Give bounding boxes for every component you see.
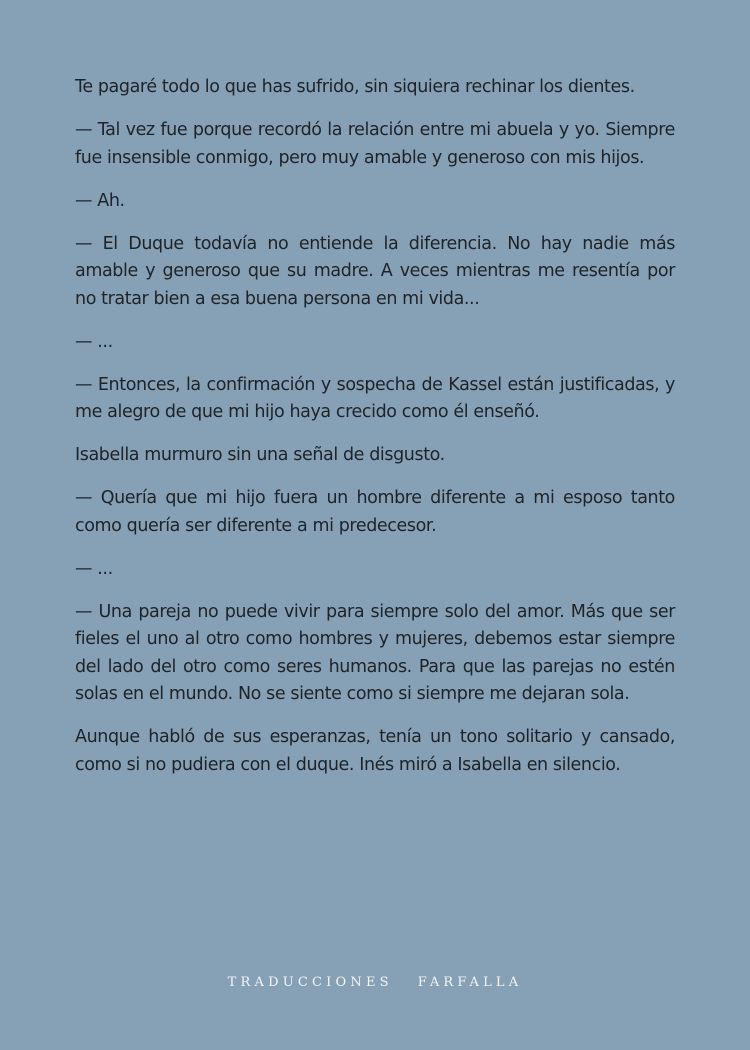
paragraph-11: Aunque habló de sus esperanzas, tenía un tono solitario y cansado, como si no pudiera con el duque. Inés miró a Isabella en silencio. bbox=[75, 727, 675, 775]
footer-credit-text: TRADUCCIONES FARFALLA bbox=[227, 975, 523, 990]
paragraph-2: — Tal vez fue porque recordó la relación entre mi abuela y yo. Siempre fue insensible conmigo, pero muy amable y generoso con mis hijos. bbox=[75, 120, 675, 168]
paragraph-3: — Ah. bbox=[75, 190, 125, 211]
paragraph-4: — El Duque todavía no entiende la diferencia. No hay nadie más amable y generoso que su madre. A veces mientras me resentía por no tratar bien a esa buena persona en mi vida... bbox=[75, 233, 675, 309]
paragraph-5: — ... bbox=[75, 331, 113, 352]
document-body bbox=[75, 74, 675, 795]
paragraph-9: — ... bbox=[75, 558, 113, 579]
paragraph-7: Isabella murmuro sin una señal de disgusto. bbox=[75, 445, 445, 465]
paragraph-1: Te pagaré todo lo que has sufrido, sin siquiera rechinar los dientes. bbox=[75, 77, 635, 97]
paragraph-10: — Una pareja no puede vivir para siempre solo del amor. Más que ser fieles el uno al otro como hombres y mujeres, debemos estar siempre del lado del otro como seres humanos. Para que las parejas no estén solas en el mundo. No se siente como si siempre me dejaran sola. bbox=[75, 601, 675, 704]
paragraph-6: — Entonces, la confirmación y sospecha de Kassel están justificadas, y me alegro de que mi hijo haya crecido como él enseñó. bbox=[75, 374, 675, 422]
footer-credit bbox=[0, 975, 750, 990]
paragraph-8: — Quería que mi hijo fuera un hombre diferente a mi esposo tanto como quería ser diferente a mi predecesor. bbox=[75, 488, 675, 536]
